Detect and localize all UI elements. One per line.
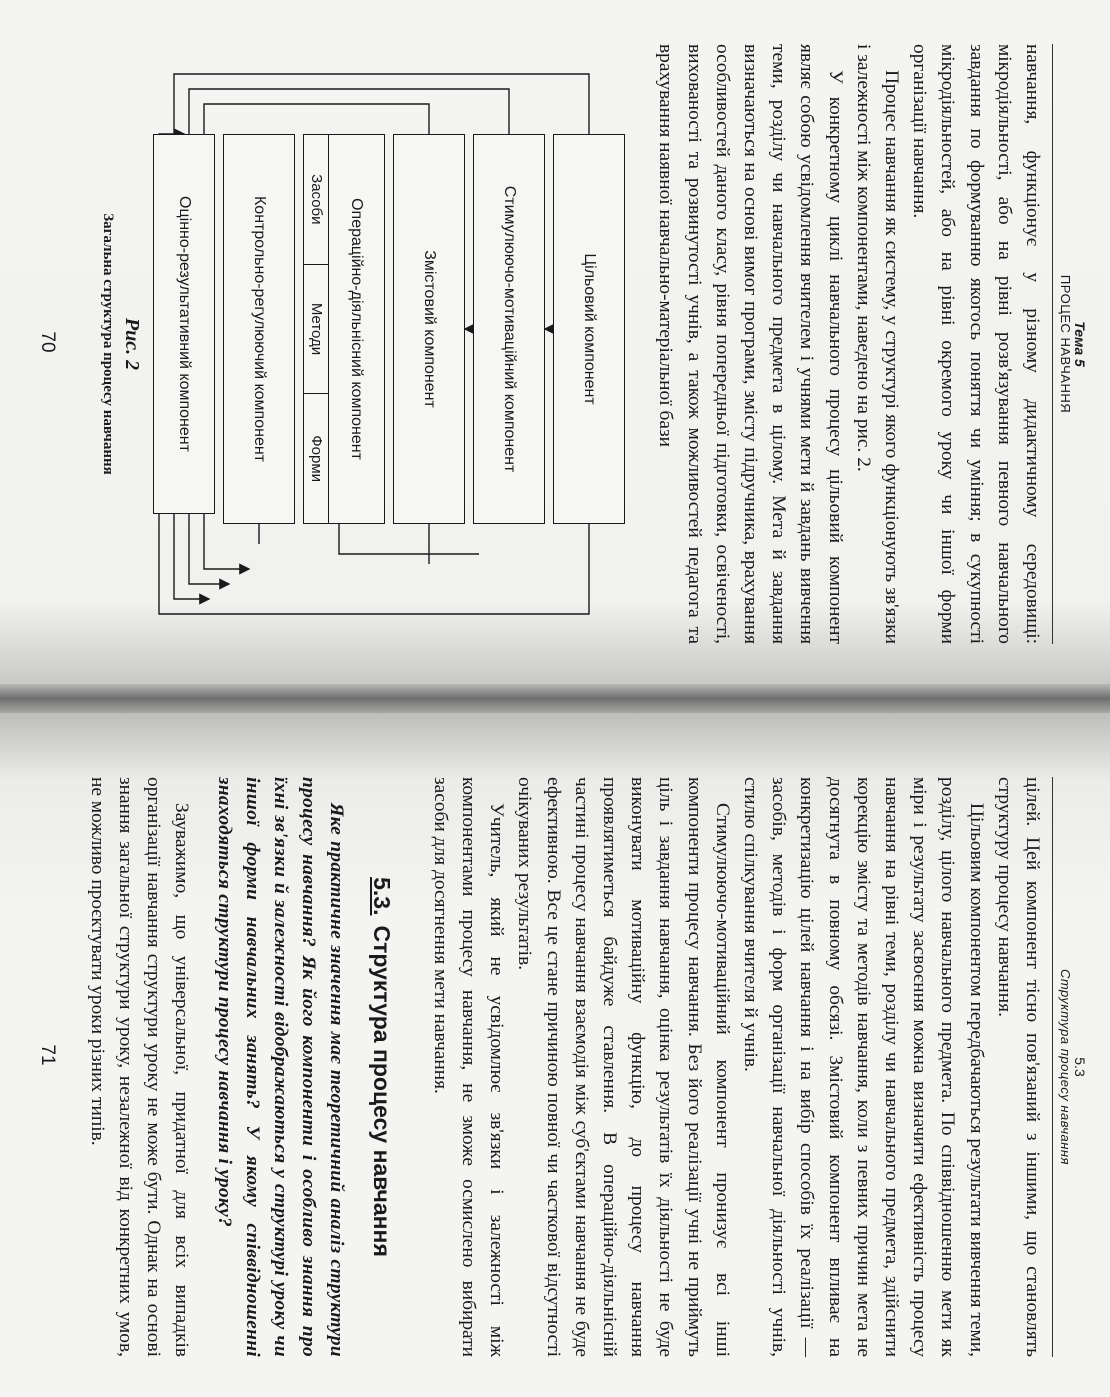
block-goal-component: Цільовий компонент [553, 134, 625, 524]
section-number: 5.3. [369, 877, 396, 916]
block-control-component: Контрольно-регулюючий компонент [223, 134, 295, 524]
sub-components-row [304, 135, 329, 523]
running-head-title: 5.3 [1072, 1057, 1088, 1077]
structure-diagram [149, 44, 629, 644]
running-head-subtitle: Структура процесу навчання [1057, 968, 1073, 1165]
paragraph: Стимулюючо-мотиваційний компонент пронизує всі інші компоненти процесу навчання. Без його реалізації учні не приймуть ціль і завдання навчання, оцінка результатів їх діяльності не буде виконувати мотиваційну функцію, до процесу навчання проявлятиметься байдуже ставлення. В операційно-діяльнісній частині процесу навчання взаємодія між суб'єктами навчання не буде ефективною. Все це стане причиною повної чи часткової відсутності очікуваних результатів. [514, 777, 733, 1357]
running-head-left [1057, 44, 1088, 644]
figure-number: Рис. 2 [121, 317, 144, 371]
block-operational-component [303, 134, 385, 524]
page-71 [0, 713, 1110, 1397]
paragraph: Учитель, який не усвідомлює зв'язки і залежності між компонентами процесу навчання, не зможе осмислено вибирати засоби для досягнення мети навчання. [429, 777, 508, 1357]
paragraph: Цільовим компонентом передбачаються результати вивчення теми, розділу, цілого навчального предмета. По співвідношенню мети як міри і результату засвоєння можна визначити ефективність процесу навчання на рівні теми, розділу чи навчального предмета, здійснити корекцію змісту та методів навчання, коли з певних причин мета не досягнута в повному обсязі. Змістовий компонент впливає на конкретизацію цілей навчання і на вибір способів їх реалізації — засобів, методів і форм організації навчальної діяльності учнів, стилю спілкування вчителя й учнів. [739, 777, 987, 1357]
block-motivation-component: Стимулюючо-мотиваційний компонент [473, 134, 545, 524]
block-content-component: Змістовий компонент [393, 134, 465, 524]
section-questions: Яке практичне значення має теоретичний аналіз структури процесу навчання? Як його компоненти і особливо знання про їхні зв'язки й залежності відображаються у структурі уроку чи іншої форми навчальних занять? У якому співвідношенні знаходяться структури процесу навчання і уроку? [213, 777, 348, 1357]
page-number-left: 70 [37, 331, 58, 353]
paragraph: цілей. Цей компонент тісно пов'язаний з іншими, що становлять структуру процесу навчання. [993, 777, 1043, 1357]
paragraph: навчання, функціонує у різному дидактичному середовищі: мікродіяльності, або на рівні розв'язування певного навчального завдання по формуванню якогось поняття чи уміння; в сукупності мікродіяльностей, або на рівні окремого уроку чи іншої форми організації навчання. [909, 44, 1043, 644]
book-gutter [0, 684, 1110, 713]
running-head-right [1057, 777, 1088, 1357]
running-head-title: Тема 5 [1072, 321, 1088, 367]
page-number-right: 71 [37, 1044, 58, 1066]
page-70 [0, 0, 1110, 684]
header-rule [1052, 44, 1053, 644]
block-operational-title: Операційно-діяльнісний компонент [348, 198, 366, 460]
paragraph: У конкретному циклі навчального процесу цільовий компонент являє собою усвідомлення вчителем і учнями мети й завдань вивчення теми, розділу чи навчального предмета в цілому. Мета й завдання визначаються на основі вимог програми, змісту підручника, врахування особливостей даного класу, рівня попередньої підготовки, освіченості, вихованості та розвинутості учнів, а також можливостей педагога та врахування наявної навчально-матеріальної бази [655, 44, 846, 644]
paragraph: Процес навчання як систему, у структурі якого функціонують зв'язки і залежності між компонентами, наведено на рис. 2. [852, 44, 902, 644]
sub-label-methods: Методи [304, 264, 328, 394]
sub-label-means: Засоби [307, 174, 325, 225]
paragraph: Зауважимо, що універсальної, придатної для всіх випадків організації навчання структури уроку не може бути. Однак на основі знання загальної структури уроку, незалежної від конкретних умов, не можливо проєктувати уроки різних типів. [86, 777, 193, 1357]
sub-label-forms: Форми [304, 393, 328, 523]
section-heading [369, 777, 396, 1357]
figure-title: Загальна структура процесу навчання [100, 213, 117, 475]
figure-caption [99, 44, 143, 644]
header-rule [1052, 777, 1053, 1357]
block-evaluation-component: Оцінно-результативний компонент [153, 134, 215, 514]
section-title: Структура процесу навчання [369, 925, 396, 1257]
running-head-subtitle: ПРОЦЕС НАВЧАННЯ [1057, 274, 1073, 414]
